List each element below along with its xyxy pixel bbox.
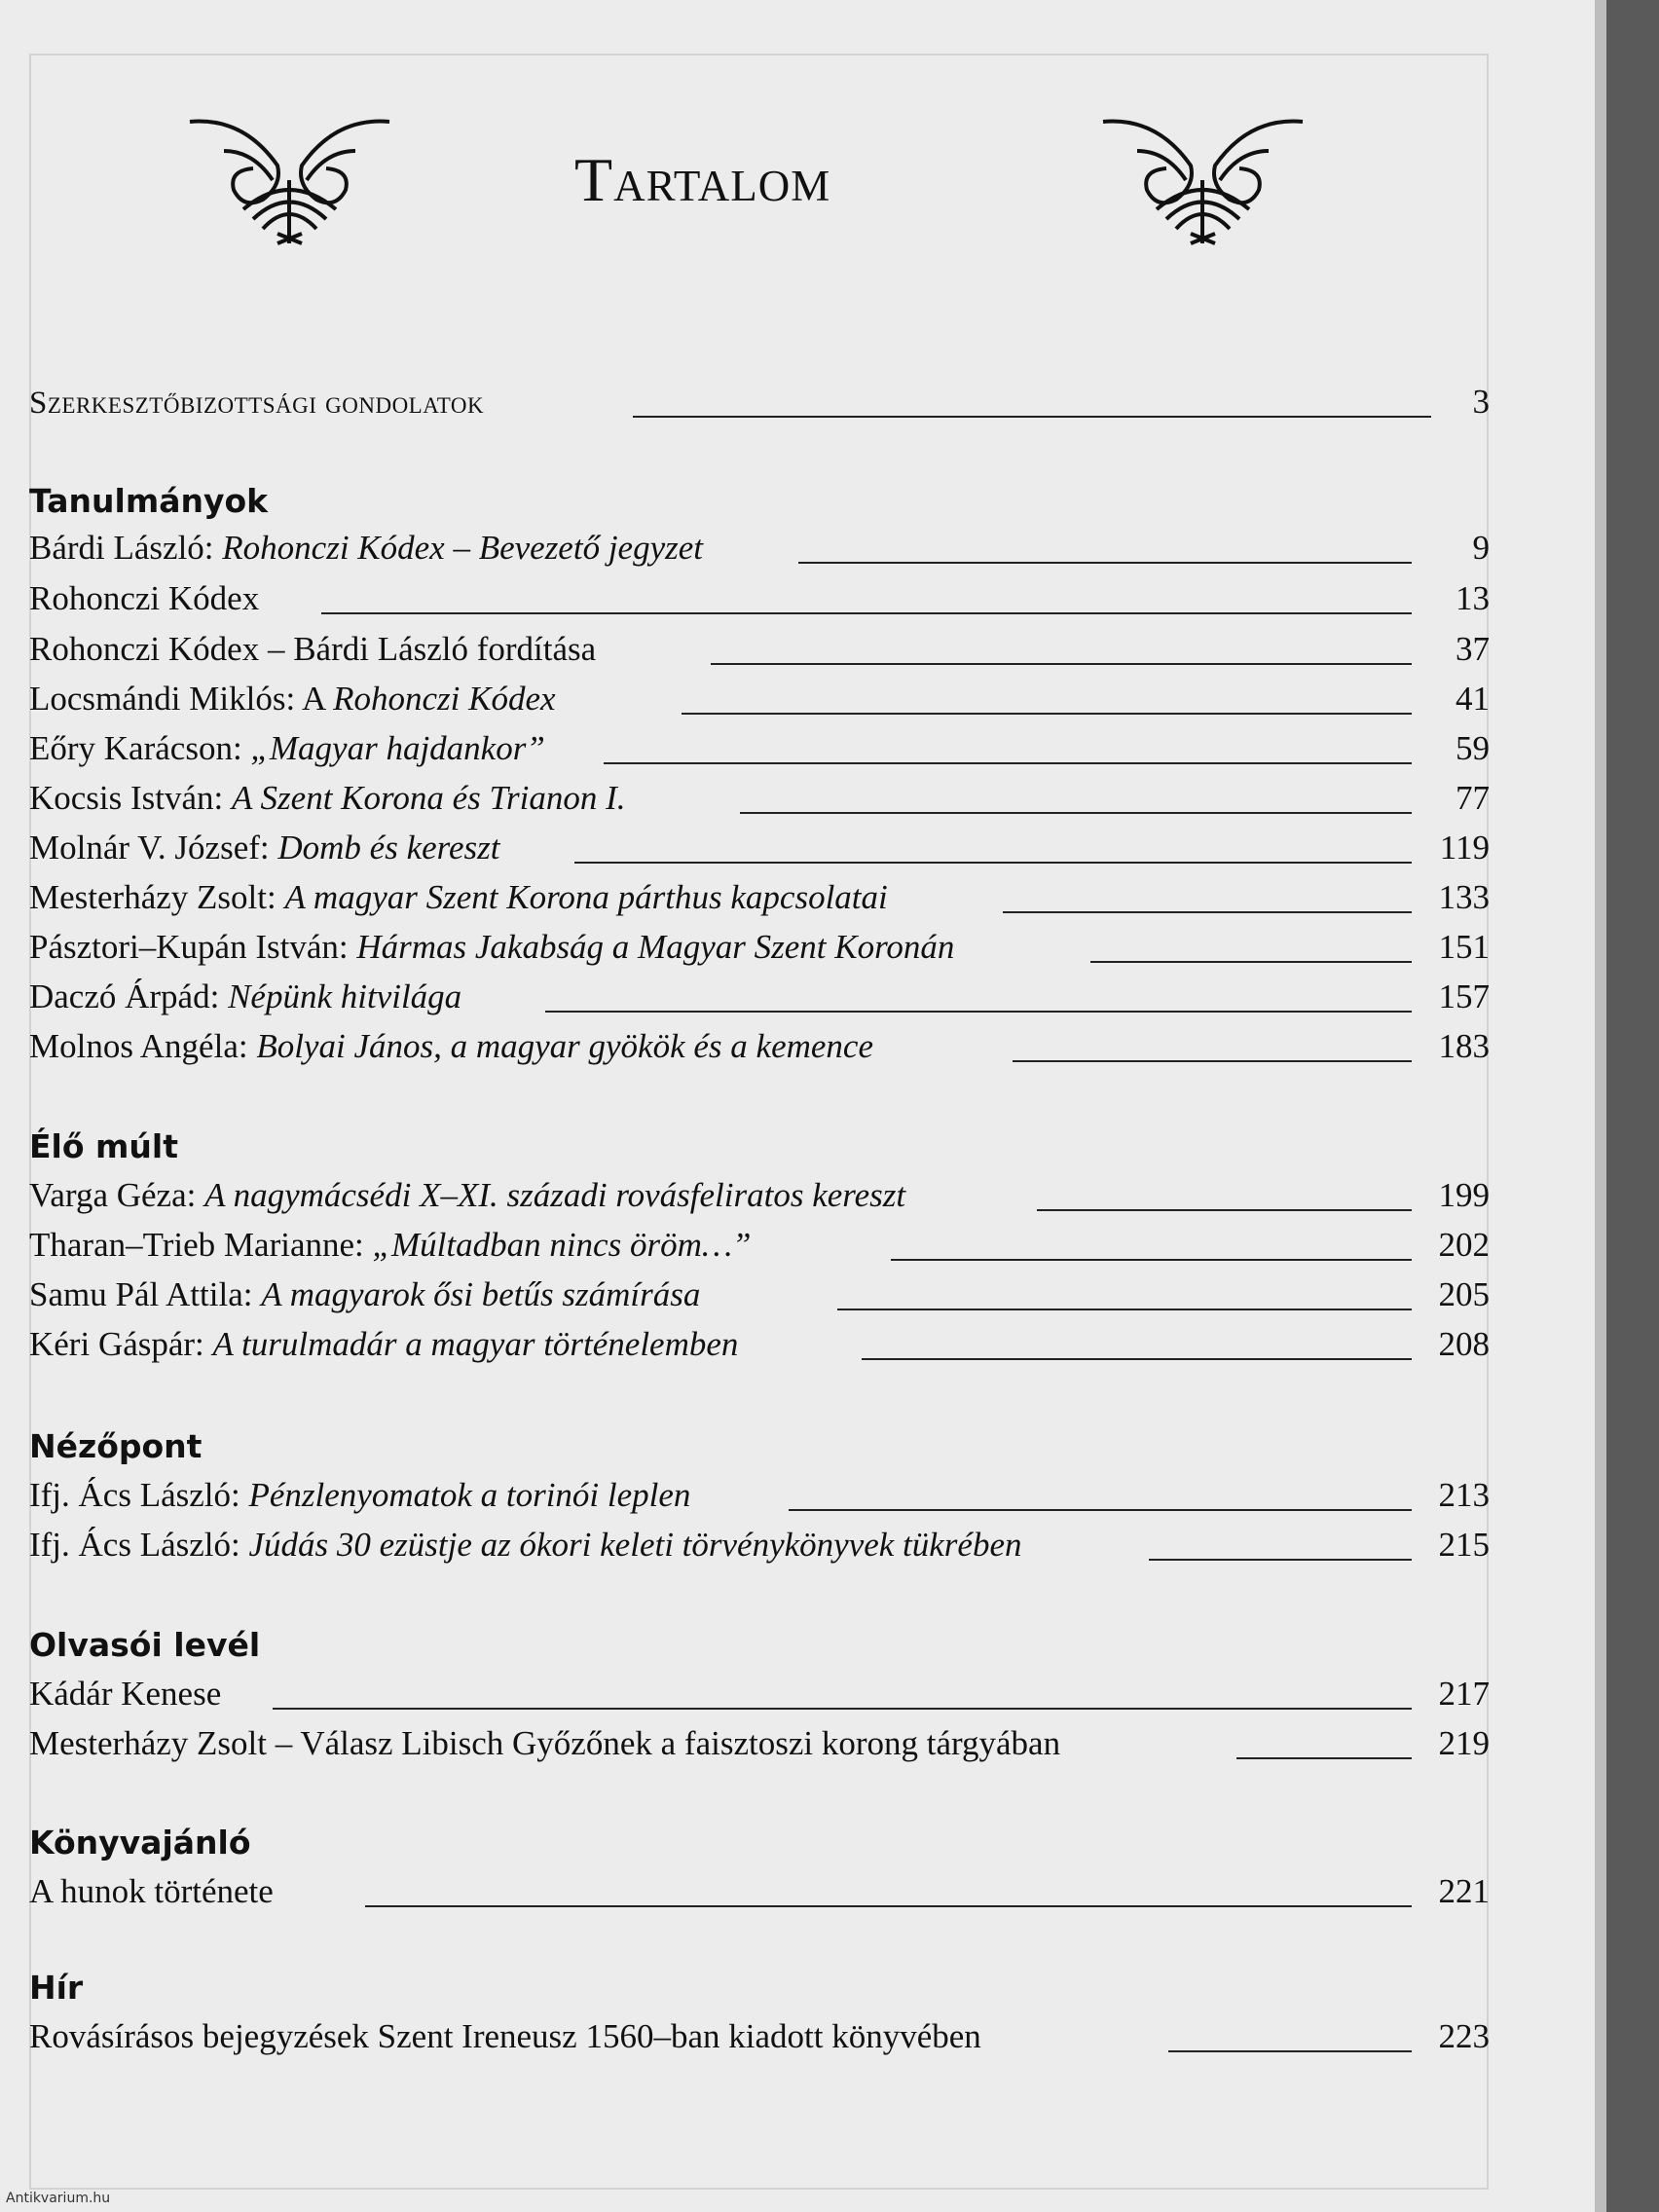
toc-entry[interactable] [29, 1019, 1490, 1068]
leader-line [1013, 1060, 1412, 1062]
toc-entry-label: Tharan–Trieb Marianne: „Múltadban nincs öröm…” [29, 1226, 752, 1264]
leader-line [711, 663, 1412, 665]
toc-entry[interactable] [29, 920, 1490, 969]
toc-entry-label: Mesterházy Zsolt: A magyar Szent Korona párthus kapcsolatai [29, 878, 888, 916]
toc-page-number: 217 [1438, 1675, 1490, 1713]
leader-line [837, 1309, 1412, 1310]
toc-page-number: 219 [1438, 1724, 1490, 1762]
toc-entry[interactable] [29, 622, 1490, 671]
toc-page-number: 9 [1472, 529, 1490, 567]
toc-entry-label: Eőry Karácson: „Magyar hajdankor” [29, 729, 545, 767]
toc-page-number: 3 [1472, 383, 1490, 421]
section-heading: Nézőpont [29, 1427, 203, 1465]
leader-line [574, 862, 1412, 864]
toc-page-number: 119 [1439, 829, 1490, 866]
book-spine [1606, 0, 1659, 2212]
toc-entry-label: Ifj. Ács László: Pénzlenyomatok a torinói leplen [29, 1476, 691, 1514]
toc-page-number: 151 [1438, 928, 1490, 966]
section-heading: Tanulmányok [29, 482, 269, 520]
toc-entry[interactable] [29, 721, 1490, 770]
toc-entry[interactable] [29, 672, 1490, 720]
spine-highlight [1595, 0, 1606, 2212]
leader-line [1149, 1559, 1412, 1561]
section-heading: Hír [29, 1969, 84, 2007]
toc-entry[interactable] [29, 1716, 1490, 1765]
leader-line [273, 1708, 1412, 1710]
section-heading: Élő múlt [29, 1127, 178, 1165]
toc-page-number: 41 [1456, 680, 1490, 718]
toc-entry[interactable] [29, 771, 1490, 820]
leader-line [365, 1905, 1412, 1907]
leader-line [604, 762, 1412, 764]
section-heading: Könyvajánló [29, 1824, 251, 1862]
toc-page-number: 37 [1456, 630, 1490, 668]
leader-line [682, 713, 1412, 715]
toc-entry-label: Rovásírásos bejegyzések Szent Ireneusz 1560–ban kiadott könyvében [29, 2017, 981, 2055]
toc-entry-label: Locsmándi Miklós: A Rohonczi Kódex [29, 680, 556, 718]
left-ornament-icon [185, 112, 394, 248]
toc-page-number: 215 [1438, 1526, 1490, 1564]
toc-entry-label: Kocsis István: A Szent Korona és Trianon I. [29, 779, 626, 817]
toc-entry-label: A hunok története [29, 1872, 274, 1910]
toc-entry[interactable] [29, 521, 1490, 570]
toc-entry-label: Daczó Árpád: Népünk hitvilága [29, 977, 462, 1015]
toc-page-number: 199 [1438, 1176, 1490, 1214]
leader-line [740, 812, 1412, 814]
toc-entry[interactable] [29, 821, 1490, 869]
toc-page-number: 208 [1438, 1325, 1490, 1363]
toc-entry[interactable] [29, 1168, 1490, 1217]
toc-entry-label: Bárdi László: Rohonczi Kódex – Bevezető jegyzet [29, 529, 703, 567]
leader-line [1003, 911, 1412, 913]
toc-entry-label: Rohonczi Kódex [29, 579, 260, 617]
watermark-footer: Antikvarium.hu [6, 2191, 111, 2206]
leader-line [1168, 2050, 1412, 2052]
toc-entry[interactable] [29, 1864, 1490, 1913]
toc-entry-label: Molnár V. József: Domb és kereszt [29, 829, 500, 866]
right-ornament-icon [1098, 112, 1308, 248]
toc-page-number: 223 [1438, 2017, 1490, 2055]
toc-entry[interactable] [29, 571, 1490, 620]
toc-entry[interactable] [29, 1317, 1490, 1366]
toc-entry[interactable] [29, 870, 1490, 919]
toc-entry-label: Ifj. Ács László: Júdás 30 ezüstje az ókori keleti törvénykönyvek tükrében [29, 1526, 1022, 1564]
toc-entry[interactable] [29, 1667, 1490, 1715]
toc-entry-label: Samu Pál Attila: A magyarok ősi betűs számírása [29, 1275, 701, 1313]
toc-page-number: 77 [1456, 779, 1490, 817]
toc-page-number: 183 [1438, 1027, 1490, 1065]
page-title: Tartalom [574, 145, 831, 214]
toc-page-number: 133 [1438, 878, 1490, 916]
leader-line [798, 562, 1412, 564]
toc-entry-label: Rohonczi Kódex – Bárdi László fordítása [29, 630, 597, 668]
toc-entry-label: Molnos Angéla: Bolyai János, a magyar gyökök és a kemence [29, 1027, 873, 1065]
leader-line [321, 612, 1412, 614]
toc-entry-label: Szerkesztőbizottsági gondolatok [29, 386, 485, 421]
leader-line [1236, 1757, 1412, 1759]
toc-entry[interactable] [29, 2009, 1490, 2058]
toc-entry[interactable] [29, 970, 1490, 1018]
toc-entry-label: Mesterházy Zsolt – Válasz Libisch Győzőnek a faisztoszi korong tárgyában [29, 1724, 1061, 1762]
leader-line [1037, 1209, 1412, 1211]
toc-page-number: 157 [1438, 977, 1490, 1015]
toc-page-number: 205 [1438, 1275, 1490, 1313]
toc-page-number: 221 [1438, 1872, 1490, 1910]
toc-page-number: 59 [1456, 729, 1490, 767]
toc-page-number: 13 [1456, 579, 1490, 617]
toc-entry[interactable] [29, 1468, 1490, 1517]
toc-page-number: 202 [1438, 1226, 1490, 1264]
leader-line [862, 1358, 1412, 1360]
toc-entry[interactable] [29, 1268, 1490, 1316]
leader-line [545, 1011, 1412, 1013]
leader-line [891, 1259, 1412, 1261]
leader-line [1090, 961, 1412, 963]
toc-entry-label: Kéri Gáspár: A turulmadár a magyar történelemben [29, 1325, 739, 1363]
toc-entry[interactable] [29, 1518, 1490, 1567]
toc-entry[interactable] [29, 1218, 1490, 1267]
toc-page-number: 213 [1438, 1476, 1490, 1514]
leader-line [789, 1509, 1412, 1511]
toc-entry[interactable] [29, 375, 1490, 424]
toc-entry-label: Kádár Kenese [29, 1675, 222, 1713]
toc-entry-label: Varga Géza: A nagymácsédi X–XI. századi rovásfeliratos kereszt [29, 1176, 906, 1214]
section-heading: Olvasói levél [29, 1626, 261, 1664]
toc-entry-label: Pásztori–Kupán István: Hármas Jakabság a Magyar Szent Koronán [29, 928, 955, 966]
leader-line [633, 416, 1431, 418]
